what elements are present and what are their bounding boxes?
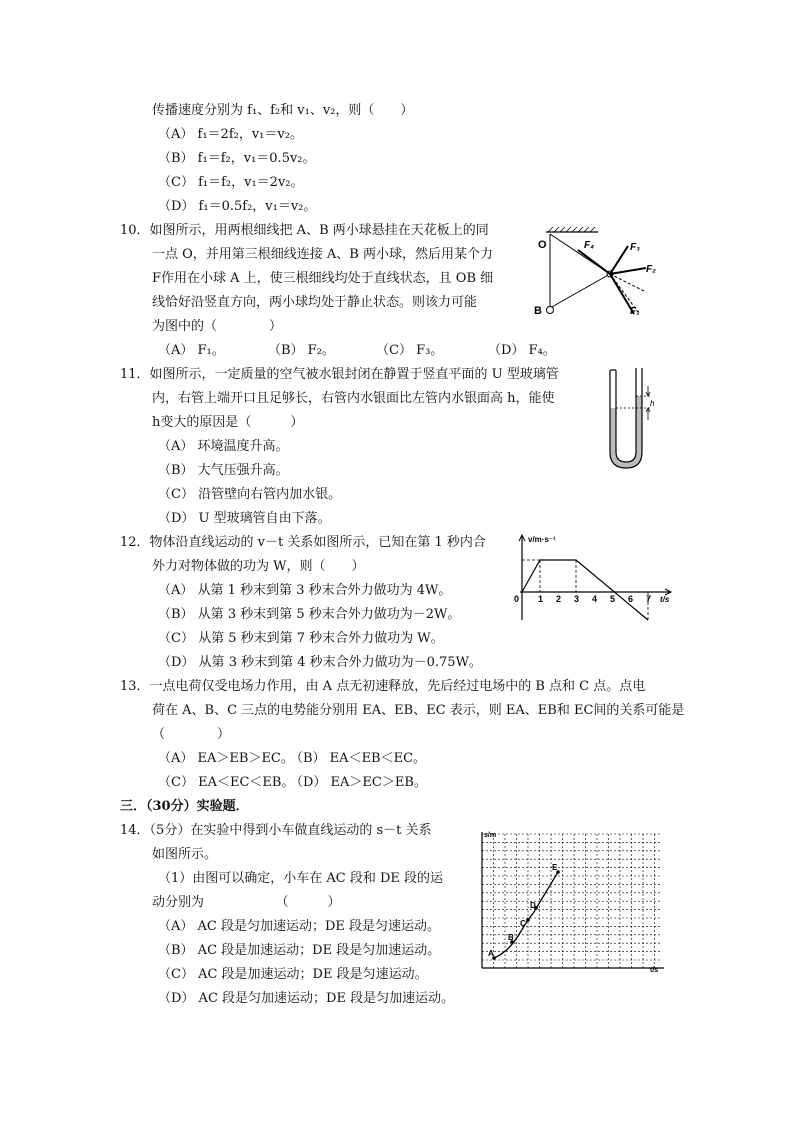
q11-option-d: （D） U 型玻璃管自由下落。 bbox=[158, 511, 331, 526]
q9-option-b: （B） f₁＝f₂，v₁＝0.5v₂。 bbox=[158, 151, 316, 166]
force-f1-label: F₁ bbox=[630, 306, 640, 317]
q14-option-d: （D） AC 段是匀加速运动；DE 段是匀加速运动。 bbox=[158, 991, 455, 1006]
q10-label-o: O bbox=[538, 239, 547, 251]
q12-tick-2: 2 bbox=[556, 594, 562, 604]
q9-option-a: （A） f₁＝2f₂，v₁＝v₂。 bbox=[158, 127, 303, 142]
q14-line-1: 14．（5分）在实验中得到小车做直线运动的 s－t 关系 bbox=[120, 823, 432, 838]
q12-option-c: （C） 从第 5 秒末到第 7 秒末合外力做功为 W。 bbox=[158, 631, 444, 646]
q12-tick-3: 3 bbox=[574, 594, 580, 604]
q14-point-d: D bbox=[530, 901, 536, 910]
q13-option-b: （B） EA＜EB＜EC。 bbox=[290, 751, 427, 766]
q13-option-d: （D） EA＞EC＞EB。 bbox=[290, 775, 427, 790]
q10-option-a: （A） F₁。 bbox=[158, 343, 225, 358]
q13-line-3: （ ） bbox=[152, 727, 231, 742]
q11-label-h: h bbox=[650, 399, 655, 408]
q13-option-c: （C） EA＜EC＜EB。 bbox=[158, 775, 295, 790]
q10-line-5: 为图中的（ ） bbox=[152, 319, 283, 334]
force-f2-label: F₂ bbox=[646, 264, 656, 275]
q14-ylabel: s/m bbox=[484, 832, 497, 839]
q10-option-d: （D） F₄。 bbox=[488, 343, 556, 358]
q12-option-a: （A） 从第 1 秒末到第 3 秒末合外力做功为 4W。 bbox=[158, 583, 452, 598]
q12-origin: 0 bbox=[514, 594, 520, 604]
q14-point-a: A bbox=[488, 949, 494, 958]
force-f4-label: F₄ bbox=[584, 240, 595, 251]
q12-tick-7: 7 bbox=[646, 594, 652, 604]
q12-option-b: （B） 从第 3 秒末到第 5 秒末合外力做功为－2W。 bbox=[158, 607, 461, 622]
ball-b bbox=[547, 307, 554, 314]
q12-ylabel: v/m·s⁻¹ bbox=[528, 535, 556, 544]
q10-line-3: F作用在小球 A 上，使三根细线均处于直线状态，且 OB 细 bbox=[152, 271, 494, 286]
q10-line-1: 10．如图所示，用两根细线把 A、B 两小球悬挂在天花板上的同 bbox=[120, 223, 489, 238]
q11-line-2: 内，右管上端开口且足够长，右管内水银面比左管内水银面高 h，能使 bbox=[152, 391, 555, 406]
q10-figure bbox=[528, 226, 668, 318]
q13-option-a: （A） EA＞EB＞EC。 bbox=[158, 751, 294, 766]
q14-option-c: （C） AC 段是加速运动；DE 段是匀速运动。 bbox=[158, 967, 428, 982]
q14-line-3: （1）由图可以确定，小车在 AC 段和 DE 段的运 bbox=[158, 871, 444, 886]
q12-line-1: 12．物体沿直线运动的 v－t 关系如图所示，已知在第 1 秒内合 bbox=[120, 535, 486, 550]
q12-tick-1: 1 bbox=[538, 594, 544, 604]
q13-line-1: 13．一点电荷仅受电场力作用，由 A 点无初速释放，先后经过电场中的 B 点和 C 点。点电 bbox=[120, 679, 646, 694]
q14-xlabel: t/s bbox=[650, 967, 659, 974]
q11-option-c: （C） 沿管壁向右管内加水银。 bbox=[158, 487, 342, 502]
force-f3-label: F₃ bbox=[630, 242, 640, 253]
q12-tick-4: 4 bbox=[592, 594, 598, 604]
q12-tick-5: 5 bbox=[610, 594, 616, 604]
q13-line-2: 荷在 A、B、C 三点的电势能分别用 EA、EB、EC 表示，则 EA、EB和 EC间的关系可能是 bbox=[152, 703, 685, 718]
q12-option-d: （D） 从第 3 秒末到第 4 秒末合外力做功为－0.75W。 bbox=[158, 655, 482, 670]
q9-option-d: （D） f₁＝0.5f₂，v₁＝v₂。 bbox=[158, 199, 317, 214]
q10-label-b: B bbox=[534, 305, 542, 317]
q14-point-e: E bbox=[552, 863, 558, 872]
q14-point-b: B bbox=[508, 933, 514, 942]
q10-line-4: 线恰好沿竖直方向，两小球均处于静止状态。则该力可能 bbox=[152, 295, 478, 310]
q11-option-a: （A） 环境温度升高。 bbox=[158, 439, 289, 454]
q12-line-2: 外力对物体做的功为 W，则（ ） bbox=[152, 559, 365, 574]
q10-line-2: 一点 O，并用第三根细线连接 A、B 两小球，然后用某个力 bbox=[152, 247, 493, 262]
q12-vt-graph bbox=[510, 532, 680, 626]
q10-option-b: （B） F₂。 bbox=[268, 343, 335, 358]
q11-u-tube-figure bbox=[600, 368, 660, 472]
q14-st-graph bbox=[474, 828, 670, 974]
q9-option-c: （C） f₁＝f₂，v₁＝2v₂。 bbox=[158, 175, 304, 190]
section-3-title: 三．（30分）实验题． bbox=[120, 799, 249, 814]
q14-option-a: （A） AC 段是匀加速运动；DE 段是匀速运动。 bbox=[158, 919, 441, 934]
q12-xlabel: t/s bbox=[660, 595, 670, 604]
q12-tick-6: 6 bbox=[628, 594, 634, 604]
q14-option-b: （B） AC 段是加速运动；DE 段是匀加速运动。 bbox=[158, 943, 441, 958]
q14-point-c: C bbox=[520, 919, 526, 928]
q14-line-4: 动分别为 （ ） bbox=[152, 895, 341, 910]
q14-line-2: 如图所示。 bbox=[152, 847, 218, 862]
q9-stem: 传播速度分别为 f₁、f₂和 v₁、v₂，则（ ） bbox=[152, 103, 414, 118]
q11-option-b: （B） 大气压强升高。 bbox=[158, 463, 289, 478]
q11-line-1: 11．如图所示，一定质量的空气被水银封闭在静置于竖直平面的 U 型玻璃管 bbox=[120, 367, 559, 382]
q11-line-3: h变大的原因是（ ） bbox=[152, 415, 304, 430]
q10-option-c: （C） F₃。 bbox=[376, 343, 444, 358]
